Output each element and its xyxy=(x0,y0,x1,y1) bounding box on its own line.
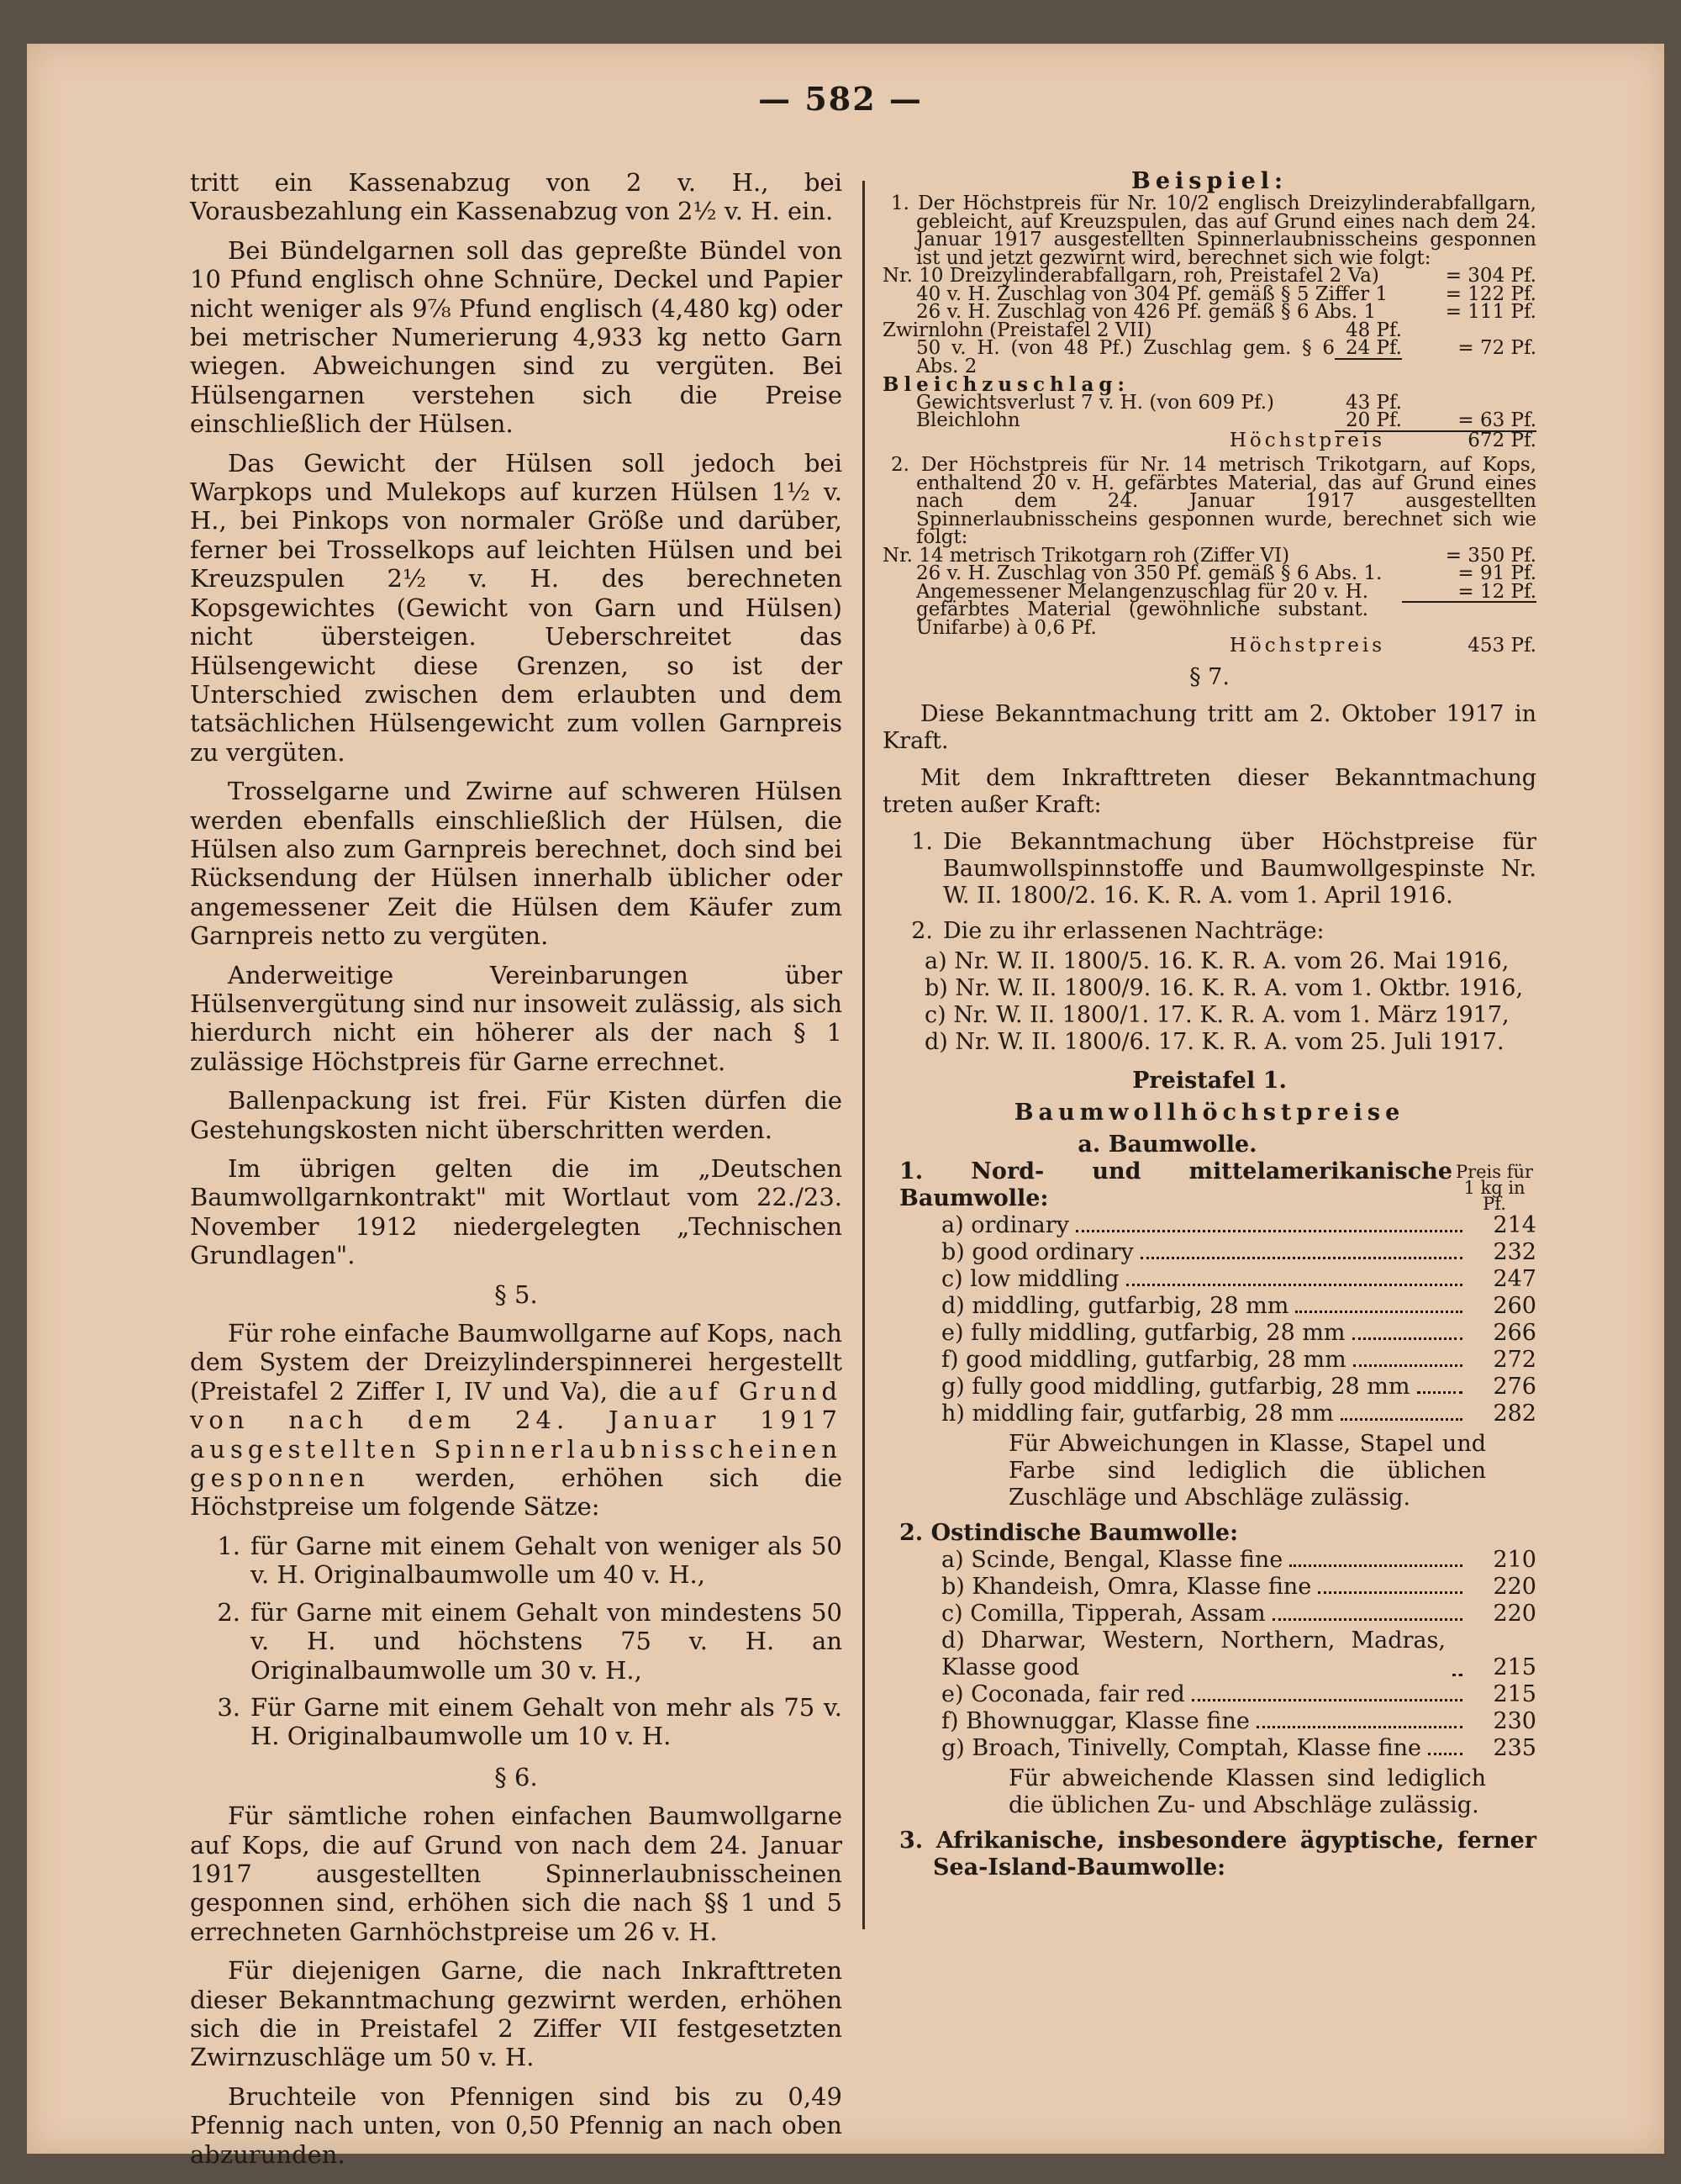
item-number: 1. xyxy=(217,1531,240,1560)
price-row xyxy=(883,1601,1536,1627)
cotton-grade: a) ordinary xyxy=(941,1211,1069,1238)
item-text: für Garne mit einem Gehalt von mindestens 50 v. H. und höchstens 75 v. H. an Originalbaumwolle um 30 v. H., xyxy=(250,1597,842,1685)
price-value: 282 xyxy=(1493,1400,1536,1427)
list-item xyxy=(190,1693,842,1751)
paragraph xyxy=(190,1319,842,1522)
price-row xyxy=(883,1681,1536,1708)
calc-value: = 63 Pf. xyxy=(1402,412,1536,432)
price-row xyxy=(883,1212,1536,1239)
table-section-title: a. Baumwolle. xyxy=(1078,1131,1257,1158)
table-subtitle: Baumwollhöchstpreise xyxy=(1014,1099,1405,1126)
cotton-grade: c) Comilla, Tipperah, Assam xyxy=(941,1600,1266,1627)
cotton-grade: b) Khandeish, Omra, Klasse fine xyxy=(941,1573,1312,1600)
calc-value: = 72 Pf. xyxy=(1457,337,1536,359)
calc-label: 50 v. H. (von 48 Pf.) Zuschlag gem. § 6 Abs. 2 xyxy=(916,337,1335,377)
cotton-grade: a) Scinde, Bengal, Klasse fine xyxy=(941,1546,1283,1573)
text-run: werden, erhöhen sich die Höchstpreise um folgende Sätze: xyxy=(190,1464,842,1522)
table-section-label xyxy=(883,1132,1452,1212)
list-item: a) Nr. W. II. 1800/5. 16. K. R. A. vom 26. Mai 1916, xyxy=(925,947,1510,974)
price-value: 215 xyxy=(1493,1654,1536,1680)
total-label: Höchstpreis xyxy=(1229,635,1385,657)
amendments-list xyxy=(883,948,1536,1056)
rate-list xyxy=(190,1532,842,1751)
price-value: 232 xyxy=(1493,1238,1536,1265)
price-value: 210 xyxy=(1493,1546,1536,1573)
paragraph: Trosselgarne und Zwirne auf schweren Hülsen werden ebenfalls einschließlich der Hülsen, die Hülsen also zum Garnpreis berechnet, doch sind bei Rücksendung der Hülsen innerhalb üblicher oder angemessener Zeit die Hülsen dem Käufer zum Garnpreis netto zu vergüten. xyxy=(190,777,842,951)
price-value: 215 xyxy=(1493,1680,1536,1707)
price-list xyxy=(883,1547,1536,1762)
calc-label: Nr. 10 Dreizylinderabfallgarn, roh, Preistafel 2 Va) xyxy=(883,265,1379,287)
price-row xyxy=(883,1293,1536,1320)
table-note: Für abweichende Klassen sind lediglich die üblichen Zu- und Abschläge zulässig. xyxy=(1009,1765,1486,1818)
total-label: Höchstpreis xyxy=(1229,429,1385,451)
right-column xyxy=(883,168,1536,1881)
calc-value: = 350 Pf. xyxy=(1445,544,1536,567)
price-row xyxy=(883,1374,1536,1401)
item-text: Für Garne mit einem Gehalt von mehr als 75 v. H. Originalbaumwolle um 10 v. H. xyxy=(250,1692,842,1751)
item-number: 2. xyxy=(911,917,933,944)
cotton-grade: c) low middling xyxy=(941,1265,1120,1292)
page-number: — 582 — xyxy=(758,80,923,118)
price-row xyxy=(883,1574,1536,1601)
section-heading: § 6. xyxy=(494,1762,538,1791)
cotton-grade: d) Dharwar, Western, Northern, Madras, Klasse good xyxy=(941,1627,1446,1680)
table-note: Für Abweichungen in Klasse, Stapel und Farbe sind lediglich die üblichen Zuschläge und Abschläge zulässig. xyxy=(1009,1430,1486,1511)
calc-label: Angemessener Melangenzuschlag für 20 v. H. gefärbtes Material (gewöhnliche substant. Unifarbe) à 0,6 Pf. xyxy=(916,580,1368,639)
price-row xyxy=(883,1320,1536,1347)
left-column xyxy=(190,168,842,2179)
price-value: 266 xyxy=(1493,1319,1536,1346)
price-value: 214 xyxy=(1493,1211,1536,1238)
calc-label: Zwirnlohn (Preistafel 2 VII) xyxy=(883,319,1152,341)
calc-subvalue: 48 Pf. xyxy=(1345,319,1402,341)
paragraph: Für sämtliche rohen einfachen Baumwollgarne auf Kops, die auf Grund von nach dem 24. Januar 1917 ausgestellten Spinnerlaubnisscheinen gesponnen sind, erhöhen sich die nach §§ 1 und 5 errechneten Garnhöchstpreise um 26 v. H. xyxy=(190,1802,842,1946)
price-list xyxy=(883,1212,1536,1427)
price-value: 276 xyxy=(1493,1373,1536,1400)
price-value: 272 xyxy=(1493,1346,1536,1373)
paragraph: Das Gewicht der Hülsen soll jedoch bei Warpkops und Mulekops auf kurzen Hülsen 1½ v. H., bei Pinkops von normaler Größe und darüber, ferner bei Trosselkops auf leichten Hülsen und bei Kreuzspulen 2½ v. H. des berechneten Kopsgewichtes (Gewicht von Garn und Hülsen) nicht übersteigen. Ueberschreitet das Hülsengewicht diese Grenzen, so ist der Unterschied zwischen dem erlaubten und dem tatsächlichen Hülsengewicht zum vollen Garnpreis zu vergüten. xyxy=(190,448,842,767)
list-item: c) Nr. W. II. 1800/1. 17. K. R. A. vom 1. März 1917, xyxy=(925,1001,1510,1028)
price-row xyxy=(883,1401,1536,1427)
total-value: 672 Pf. xyxy=(1468,429,1536,451)
paragraph: Ballenpackung ist frei. Für Kisten dürfen die Gestehungskosten nicht überschritten werden. xyxy=(190,1086,842,1144)
calc-value: = 304 Pf. xyxy=(1445,265,1536,287)
calc-subvalue: 24 Pf. xyxy=(1335,340,1402,360)
price-value: 230 xyxy=(1493,1707,1536,1734)
total-value: 453 Pf. xyxy=(1468,635,1536,657)
price-value: 247 xyxy=(1493,1265,1536,1292)
calc-label: Bleichlohn xyxy=(916,409,1020,431)
price-column-header: Preis für 1 kg in Pf. xyxy=(1455,1161,1534,1214)
total-row xyxy=(883,429,1536,451)
column-divider xyxy=(862,181,865,1929)
example-intro: 2. Der Höchstpreis für Nr. 14 metrisch Trikotgarn, auf Kops, enthaltend 20 v. H. gefärbtes Material, das auf Grund eines nach dem 24. Januar 1917 ausgestellten Spinnerlaubnisscheins gesponnen wurde, berechnet sich wie folgt: xyxy=(891,454,1536,548)
price-value: 235 xyxy=(1493,1734,1536,1761)
price-row xyxy=(883,1239,1536,1266)
example-2 xyxy=(883,456,1536,656)
cotton-grade: e) Coconada, fair red xyxy=(941,1680,1185,1707)
price-row xyxy=(883,1627,1536,1681)
price-row xyxy=(883,1735,1536,1762)
list-item xyxy=(190,1532,842,1590)
calc-label: 26 v. H. Zuschlag von 350 Pf. gemäß § 6 Abs. 1. xyxy=(916,562,1383,584)
cotton-grade: e) fully middling, gutfarbig, 28 mm xyxy=(941,1319,1346,1346)
price-value: 260 xyxy=(1493,1292,1536,1319)
item-number: 1. xyxy=(911,828,933,855)
cotton-grade: g) fully good middling, gutfarbig, 28 mm xyxy=(941,1373,1410,1400)
group-heading: 1. Nord- und mittelamerikanische Baumwolle: xyxy=(899,1158,1452,1211)
total-row xyxy=(883,637,1536,656)
price-row xyxy=(883,1708,1536,1735)
cotton-grade: g) Broach, Tinivelly, Comptah, Klasse fine xyxy=(941,1734,1422,1761)
list-item xyxy=(883,829,1536,910)
cotton-grade: d) middling, gutfarbig, 28 mm xyxy=(941,1292,1289,1319)
item-number: 2. xyxy=(217,1597,240,1627)
calc-value: = 12 Pf. xyxy=(1402,583,1536,604)
example-heading: Beispiel: xyxy=(1131,168,1288,194)
item-text: für Garne mit einem Gehalt von weniger als 50 v. H. Originalbaumwolle um 40 v. H., xyxy=(250,1531,842,1590)
item-text: Die Bekanntmachung über Höchstpreise für Baumwollspinnstoffe und Baumwollgespinste Nr. W. II. 1800/2. 16. K. R. A. vom 1. April 1916. xyxy=(943,828,1536,909)
list-item xyxy=(190,1598,842,1685)
calc-label: Nr. 14 metrisch Trikotgarn roh (Ziffer VI) xyxy=(883,544,1290,567)
table-title: Preistafel 1. xyxy=(1132,1067,1287,1094)
cotton-grade: h) middling fair, gutfarbig, 28 mm xyxy=(941,1400,1334,1427)
text-run: Für rohe einfache Baumwollgarne auf Kops, nach dem System der Dreizylinderspinnerei hergestellt (Preistafel 2 Ziffer I, IV und Va), die xyxy=(190,1319,842,1406)
paragraph: Diese Bekanntmachung tritt am 2. Oktober 1917 in Kraft. xyxy=(883,700,1536,754)
calc-subvalue: 20 Pf. xyxy=(1335,412,1402,432)
price-value: 220 xyxy=(1493,1600,1536,1627)
section-heading: § 5. xyxy=(494,1279,538,1309)
price-value: 220 xyxy=(1493,1573,1536,1600)
cotton-grade: b) good ordinary xyxy=(941,1238,1134,1265)
calc-row xyxy=(883,337,1536,377)
list-item: b) Nr. W. II. 1800/9. 16. K. R. A. vom 1. Oktbr. 1916, xyxy=(925,974,1524,1001)
paragraph: Bei Bündelgarnen soll das gepreßte Bündel von 10 Pfund englisch ohne Schnüre, Deckel und Papier nicht weniger als 9⅞ Pfund englisch (4,480 kg) oder bei metrischer Numerierung 4,933 kg netto Garn wiegen. Abweichungen sind zu vergüten. Bei Hülsengarnen verstehen sich die Preise einschließlich der Hülsen. xyxy=(190,235,842,439)
paragraph: Im übrigen gelten die im „Deutschen Baumwollgarnkontrakt" mit Wortlaut vom 22./23. November 1912 niedergelegten „Technischen Grundlagen". xyxy=(190,1154,842,1270)
price-row xyxy=(883,1266,1536,1293)
repeal-list xyxy=(883,829,1536,945)
calc-row xyxy=(883,409,1536,432)
price-row xyxy=(883,1347,1536,1374)
emphasized-text: auf Grund von nach dem 24. Januar 1917 ausgestellten Spinnerlaubnisscheinen gesponnen xyxy=(190,1376,843,1493)
calc-label: Gewichtsverlust 7 v. H. (von 609 Pf.) xyxy=(916,391,1275,414)
example-1 xyxy=(883,195,1536,450)
paragraph: Bruchteile von Pfennigen sind bis zu 0,49 Pfennig nach unten, von 0,50 Pfennig an nach oben abzurunden. xyxy=(190,2081,842,2169)
example-intro: 1. Der Höchstpreis für Nr. 10/2 englisch Dreizylinderabfallgarn, gebleicht, auf Kreuzspulen, das auf Grund eines nach dem 24. Januar 1917 ausgestellten Spinnerlaubnisscheins gesponnen ist und jetzt gezwirnt wird, berechnet sich wie folgt: xyxy=(891,193,1536,269)
calc-value: = 91 Pf. xyxy=(1457,562,1536,584)
calc-value: = 122 Pf. xyxy=(1445,282,1536,305)
section-heading: § 7. xyxy=(1189,663,1230,690)
paragraph: Mit dem Inkrafttreten dieser Bekanntmachung treten außer Kraft: xyxy=(883,764,1536,818)
calc-value: = 111 Pf. xyxy=(1445,301,1536,323)
group-heading: 2. Ostindische Baumwolle: xyxy=(899,1519,1239,1546)
group-heading: 3. Afrikanische, insbesondere ägyptische, ferner Sea-Island-Baumwolle: xyxy=(899,1827,1536,1881)
paragraph: tritt ein Kassenabzug von 2 v. H., bei Vorausbezahlung ein Kassenabzug von 2½ v. H. ein. xyxy=(190,168,842,226)
list-item: d) Nr. W. II. 1800/6. 17. K. R. A. vom 25. Juli 1917. xyxy=(925,1028,1504,1055)
calc-row xyxy=(883,580,1536,639)
paragraph: Anderweitige Vereinbarungen über Hülsenvergütung sind nur insoweit zulässig, als sich hierdurch nicht ein höherer als der nach § 1 zulässige Höchstpreis für Garne errechnet. xyxy=(190,960,842,1076)
table-header xyxy=(883,1132,1536,1212)
calc-subvalue: 43 Pf. xyxy=(1345,391,1402,414)
bleach-heading: Bleichzuschlag: xyxy=(883,373,1130,396)
calc-label: 40 v. H. Zuschlag von 304 Pf. gemäß § 5 Ziffer 1 xyxy=(916,282,1389,305)
cotton-grade: f) Bhownuggar, Klasse fine xyxy=(941,1707,1250,1734)
cotton-grade: f) good middling, gutfarbig, 28 mm xyxy=(941,1346,1346,1373)
price-row xyxy=(883,1547,1536,1574)
item-number: 3. xyxy=(217,1692,240,1722)
item-text: Die zu ihr erlassenen Nachträge: xyxy=(943,917,1325,944)
list-item xyxy=(883,918,1536,945)
paragraph: Für diejenigen Garne, die nach Inkrafttreten dieser Bekanntmachung gezwirnt werden, erhöhen sich die in Preistafel 2 Ziffer VII festgesetzten Zwirnzuschläge um 50 v. H. xyxy=(190,1956,842,2072)
calc-label: 26 v. H. Zuschlag von 426 Pf. gemäß § 6 Abs. 1 xyxy=(916,301,1377,323)
